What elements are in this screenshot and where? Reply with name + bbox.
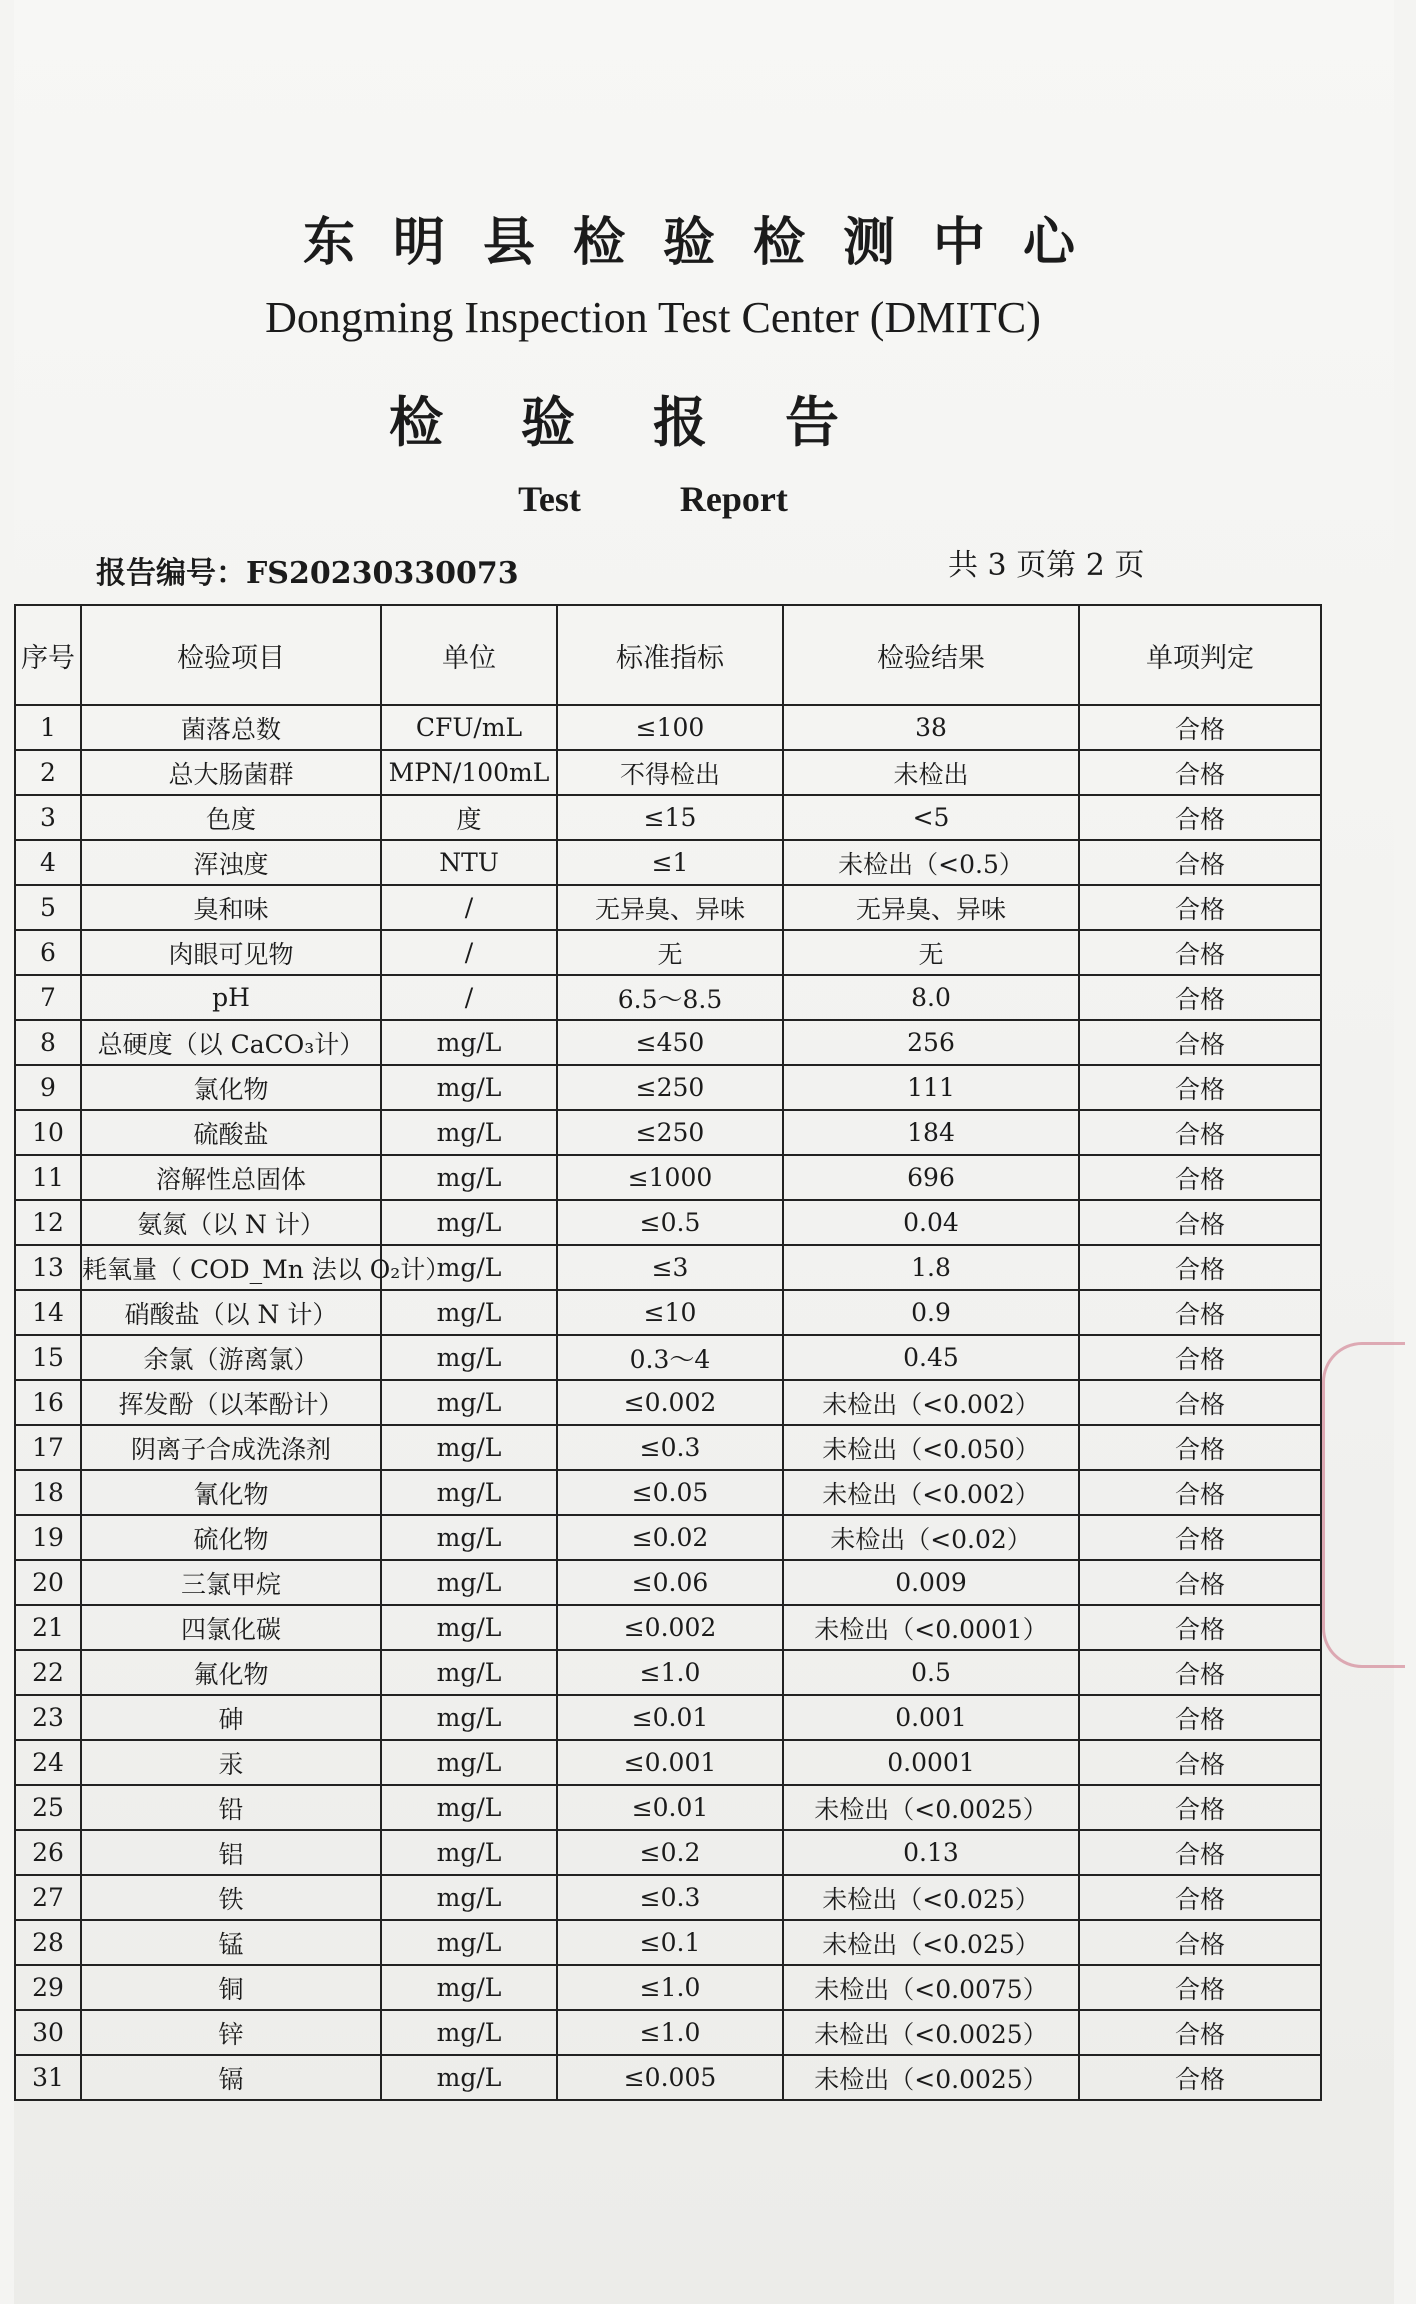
organization-name-en: Dongming Inspection Test Center (DMITC) <box>265 293 1041 342</box>
row-judgement: 合格 <box>1079 1650 1321 1695</box>
table-header-row <box>15 605 1321 705</box>
table-row <box>15 1830 1321 1875</box>
row-result: 未检出（<0.002） <box>783 1380 1079 1425</box>
row-result: 未检出（<0.025） <box>783 1920 1079 1965</box>
row-result: 111 <box>783 1065 1079 1110</box>
table-row <box>15 2010 1321 2055</box>
row-seq: 17 <box>15 1425 81 1470</box>
row-result: 未检出（<0.0025） <box>783 2055 1079 2100</box>
row-judgement: 合格 <box>1079 705 1321 750</box>
table-row <box>15 1605 1321 1650</box>
row-seq: 10 <box>15 1110 81 1155</box>
row-unit: mg/L <box>381 1560 557 1605</box>
row-standard: ≤1000 <box>557 1155 783 1200</box>
row-judgement: 合格 <box>1079 1380 1321 1425</box>
row-result: 未检出（<0.050） <box>783 1425 1079 1470</box>
row-standard: ≤1 <box>557 840 783 885</box>
row-seq: 9 <box>15 1065 81 1110</box>
row-unit: mg/L <box>381 1740 557 1785</box>
row-judgement: 合格 <box>1079 1200 1321 1245</box>
row-judgement: 合格 <box>1079 1515 1321 1560</box>
row-item: 硫酸盐 <box>81 1110 381 1155</box>
table-row <box>15 1560 1321 1605</box>
row-judgement: 合格 <box>1079 1470 1321 1515</box>
row-seq: 1 <box>15 705 81 750</box>
table-row <box>15 1380 1321 1425</box>
row-judgement: 合格 <box>1079 750 1321 795</box>
organization-name-cn: 东明县检验检测中心 <box>302 212 1113 273</box>
row-item: pH <box>81 975 381 1020</box>
row-seq: 16 <box>15 1380 81 1425</box>
row-standard: ≤0.002 <box>557 1605 783 1650</box>
row-seq: 30 <box>15 2010 81 2055</box>
row-unit: mg/L <box>381 1920 557 1965</box>
row-standard: ≤0.06 <box>557 1560 783 1605</box>
row-unit: mg/L <box>381 1155 557 1200</box>
row-seq: 12 <box>15 1200 81 1245</box>
row-result: 0.5 <box>783 1650 1079 1695</box>
report-title-cn: 检验报告 <box>389 390 917 454</box>
table-row <box>15 1290 1321 1335</box>
row-seq: 31 <box>15 2055 81 2100</box>
row-judgement: 合格 <box>1079 1920 1321 1965</box>
row-seq: 22 <box>15 1650 81 1695</box>
row-judgement: 合格 <box>1079 2055 1321 2100</box>
row-result: 0.009 <box>783 1560 1079 1605</box>
row-standard: ≤10 <box>557 1290 783 1335</box>
row-judgement: 合格 <box>1079 1695 1321 1740</box>
row-seq: 19 <box>15 1515 81 1560</box>
row-standard: ≤0.005 <box>557 2055 783 2100</box>
row-standard: ≤100 <box>557 705 783 750</box>
row-result: 未检出（<0.0025） <box>783 1785 1079 1830</box>
row-result: 0.0001 <box>783 1740 1079 1785</box>
report-number: 报告编号：FS20230330073 <box>96 556 519 591</box>
row-seq: 25 <box>15 1785 81 1830</box>
table-row <box>15 705 1321 750</box>
row-standard: ≤0.1 <box>557 1920 783 1965</box>
row-standard: ≤0.002 <box>557 1380 783 1425</box>
table-row <box>15 1875 1321 1920</box>
row-result: 38 <box>783 705 1079 750</box>
row-judgement: 合格 <box>1079 1110 1321 1155</box>
row-item: 臭和味 <box>81 885 381 930</box>
row-result: 未检出（<0.002） <box>783 1470 1079 1515</box>
row-unit: / <box>381 930 557 975</box>
row-standard: ≤250 <box>557 1065 783 1110</box>
table-row <box>15 1785 1321 1830</box>
row-standard: ≤0.01 <box>557 1785 783 1830</box>
row-unit: mg/L <box>381 1785 557 1830</box>
row-result: 184 <box>783 1110 1079 1155</box>
table-row <box>15 1740 1321 1785</box>
row-unit: mg/L <box>381 1605 557 1650</box>
row-unit: mg/L <box>381 1650 557 1695</box>
row-unit: 度 <box>381 795 557 840</box>
row-seq: 8 <box>15 1020 81 1065</box>
row-seq: 29 <box>15 1965 81 2010</box>
row-standard: 无异臭、异味 <box>557 885 783 930</box>
row-result: 0.001 <box>783 1695 1079 1740</box>
row-judgement: 合格 <box>1079 1605 1321 1650</box>
row-unit: / <box>381 975 557 1020</box>
row-result: 0.9 <box>783 1290 1079 1335</box>
row-standard: ≤1.0 <box>557 1650 783 1695</box>
row-standard: ≤0.02 <box>557 1515 783 1560</box>
table-body <box>15 705 1321 2100</box>
row-item: 余氯（游离氯） <box>81 1335 381 1380</box>
table-row <box>15 1245 1321 1290</box>
table-row <box>15 1335 1321 1380</box>
row-judgement: 合格 <box>1079 1245 1321 1290</box>
table-row <box>15 2055 1321 2100</box>
row-result: <5 <box>783 795 1079 840</box>
row-result: 256 <box>783 1020 1079 1065</box>
row-judgement: 合格 <box>1079 1335 1321 1380</box>
row-unit: mg/L <box>381 1425 557 1470</box>
row-unit: mg/L <box>381 1020 557 1065</box>
row-result: 0.45 <box>783 1335 1079 1380</box>
row-unit: mg/L <box>381 2055 557 2100</box>
row-result: 无 <box>783 930 1079 975</box>
row-item: 挥发酚（以苯酚计） <box>81 1380 381 1425</box>
row-standard: ≤1.0 <box>557 2010 783 2055</box>
row-result: 8.0 <box>783 975 1079 1020</box>
table-row <box>15 1920 1321 1965</box>
row-seq: 24 <box>15 1740 81 1785</box>
row-unit: mg/L <box>381 1470 557 1515</box>
row-judgement: 合格 <box>1079 1785 1321 1830</box>
row-standard: ≤0.2 <box>557 1830 783 1875</box>
row-result: 未检出（<0.02） <box>783 1515 1079 1560</box>
row-result: 0.04 <box>783 1200 1079 1245</box>
table-row <box>15 1110 1321 1155</box>
row-unit: mg/L <box>381 1290 557 1335</box>
row-seq: 13 <box>15 1245 81 1290</box>
row-judgement: 合格 <box>1079 885 1321 930</box>
row-standard: ≤0.05 <box>557 1470 783 1515</box>
row-item: 锌 <box>81 2010 381 2055</box>
table-row <box>15 930 1321 975</box>
row-seq: 26 <box>15 1830 81 1875</box>
table-row <box>15 795 1321 840</box>
row-unit: MPN/100mL <box>381 750 557 795</box>
page-indicator: 共 3 页第 2 页 <box>948 548 1145 583</box>
table-row <box>15 1695 1321 1740</box>
table-row <box>15 1155 1321 1200</box>
row-standard: ≤450 <box>557 1020 783 1065</box>
table-row <box>15 1200 1321 1245</box>
row-judgement: 合格 <box>1079 795 1321 840</box>
row-item: 四氯化碳 <box>81 1605 381 1650</box>
row-standard: ≤0.001 <box>557 1740 783 1785</box>
table-row <box>15 840 1321 885</box>
row-result: 0.13 <box>783 1830 1079 1875</box>
row-unit: mg/L <box>381 1830 557 1875</box>
row-judgement: 合格 <box>1079 1290 1321 1335</box>
row-item: 菌落总数 <box>81 705 381 750</box>
row-result: 未检出（<0.0025） <box>783 2010 1079 2055</box>
row-unit: mg/L <box>381 1965 557 2010</box>
row-item: 肉眼可见物 <box>81 930 381 975</box>
header-unit: 单位 <box>381 605 557 705</box>
header-item: 检验项目 <box>81 605 381 705</box>
row-judgement: 合格 <box>1079 1425 1321 1470</box>
row-item: 阴离子合成洗涤剂 <box>81 1425 381 1470</box>
row-unit: NTU <box>381 840 557 885</box>
row-judgement: 合格 <box>1079 1740 1321 1785</box>
table-row <box>15 1020 1321 1065</box>
row-standard: ≤250 <box>557 1110 783 1155</box>
row-judgement: 合格 <box>1079 1830 1321 1875</box>
row-item: 铅 <box>81 1785 381 1830</box>
row-standard: ≤15 <box>557 795 783 840</box>
row-judgement: 合格 <box>1079 1965 1321 2010</box>
header-seq: 序号 <box>15 605 81 705</box>
row-seq: 11 <box>15 1155 81 1200</box>
row-unit: mg/L <box>381 1200 557 1245</box>
row-standard: 不得检出 <box>557 750 783 795</box>
table-row <box>15 975 1321 1020</box>
row-seq: 23 <box>15 1695 81 1740</box>
row-seq: 28 <box>15 1920 81 1965</box>
row-unit: mg/L <box>381 2010 557 2055</box>
row-item: 锰 <box>81 1920 381 1965</box>
row-item: 砷 <box>81 1695 381 1740</box>
row-unit: mg/L <box>381 1515 557 1560</box>
header-standard: 标准指标 <box>557 605 783 705</box>
table-row <box>15 1470 1321 1515</box>
row-judgement: 合格 <box>1079 1155 1321 1200</box>
row-item: 耗氧量（ COD_Mn 法以 O₂计） <box>81 1245 381 1290</box>
row-item: 溶解性总固体 <box>81 1155 381 1200</box>
row-standard: ≤0.5 <box>557 1200 783 1245</box>
row-item: 汞 <box>81 1740 381 1785</box>
row-result: 未检出（<0.025） <box>783 1875 1079 1920</box>
row-result: 未检出（<0.5） <box>783 840 1079 885</box>
row-item: 色度 <box>81 795 381 840</box>
row-item: 氨氮（以 N 计） <box>81 1200 381 1245</box>
row-judgement: 合格 <box>1079 1065 1321 1110</box>
row-seq: 14 <box>15 1290 81 1335</box>
row-seq: 20 <box>15 1560 81 1605</box>
row-standard: 无 <box>557 930 783 975</box>
row-seq: 21 <box>15 1605 81 1650</box>
test-results-table <box>14 604 1322 2101</box>
row-seq: 7 <box>15 975 81 1020</box>
row-judgement: 合格 <box>1079 1560 1321 1605</box>
row-unit: mg/L <box>381 1335 557 1380</box>
row-result: 未检出 <box>783 750 1079 795</box>
row-seq: 18 <box>15 1470 81 1515</box>
header-judgement: 单项判定 <box>1079 605 1321 705</box>
row-judgement: 合格 <box>1079 840 1321 885</box>
row-judgement: 合格 <box>1079 1875 1321 1920</box>
row-unit: mg/L <box>381 1065 557 1110</box>
row-seq: 2 <box>15 750 81 795</box>
row-unit: mg/L <box>381 1695 557 1740</box>
row-unit: mg/L <box>381 1875 557 1920</box>
row-result: 696 <box>783 1155 1079 1200</box>
row-unit: CFU/mL <box>381 705 557 750</box>
row-seq: 27 <box>15 1875 81 1920</box>
row-item: 铁 <box>81 1875 381 1920</box>
report-title-en: Test Report <box>518 479 788 519</box>
row-unit: mg/L <box>381 1110 557 1155</box>
row-standard: ≤1.0 <box>557 1965 783 2010</box>
row-judgement: 合格 <box>1079 930 1321 975</box>
table-row <box>15 1650 1321 1695</box>
row-item: 铝 <box>81 1830 381 1875</box>
row-item: 总硬度（以 CaCO₃计） <box>81 1020 381 1065</box>
row-item: 三氯甲烷 <box>81 1560 381 1605</box>
row-judgement: 合格 <box>1079 1020 1321 1065</box>
row-item: 氟化物 <box>81 1650 381 1695</box>
header-result: 检验结果 <box>783 605 1079 705</box>
row-item: 总大肠菌群 <box>81 750 381 795</box>
row-item: 硫化物 <box>81 1515 381 1560</box>
row-item: 氯化物 <box>81 1065 381 1110</box>
row-seq: 6 <box>15 930 81 975</box>
row-seq: 15 <box>15 1335 81 1380</box>
table-row <box>15 1965 1321 2010</box>
inspection-stamp <box>1322 1342 1405 1668</box>
row-item: 硝酸盐（以 N 计） <box>81 1290 381 1335</box>
table-row <box>15 885 1321 930</box>
row-standard: ≤3 <box>557 1245 783 1290</box>
row-item: 浑浊度 <box>81 840 381 885</box>
row-standard: 0.3～4 <box>557 1335 783 1380</box>
table-row <box>15 1515 1321 1560</box>
row-judgement: 合格 <box>1079 975 1321 1020</box>
row-standard: 6.5～8.5 <box>557 975 783 1020</box>
row-seq: 5 <box>15 885 81 930</box>
row-seq: 3 <box>15 795 81 840</box>
row-standard: ≤0.01 <box>557 1695 783 1740</box>
row-unit: mg/L <box>381 1380 557 1425</box>
row-result: 未检出（<0.0075） <box>783 1965 1079 2010</box>
row-judgement: 合格 <box>1079 2010 1321 2055</box>
row-result: 1.8 <box>783 1245 1079 1290</box>
table-row <box>15 750 1321 795</box>
table-row <box>15 1425 1321 1470</box>
row-item: 镉 <box>81 2055 381 2100</box>
row-result: 无异臭、异味 <box>783 885 1079 930</box>
row-result: 未检出（<0.0001） <box>783 1605 1079 1650</box>
row-unit: / <box>381 885 557 930</box>
table-row <box>15 1065 1321 1110</box>
row-item: 铜 <box>81 1965 381 2010</box>
row-standard: ≤0.3 <box>557 1425 783 1470</box>
row-seq: 4 <box>15 840 81 885</box>
row-standard: ≤0.3 <box>557 1875 783 1920</box>
row-unit: mg/L <box>381 1245 557 1290</box>
row-item: 氰化物 <box>81 1470 381 1515</box>
